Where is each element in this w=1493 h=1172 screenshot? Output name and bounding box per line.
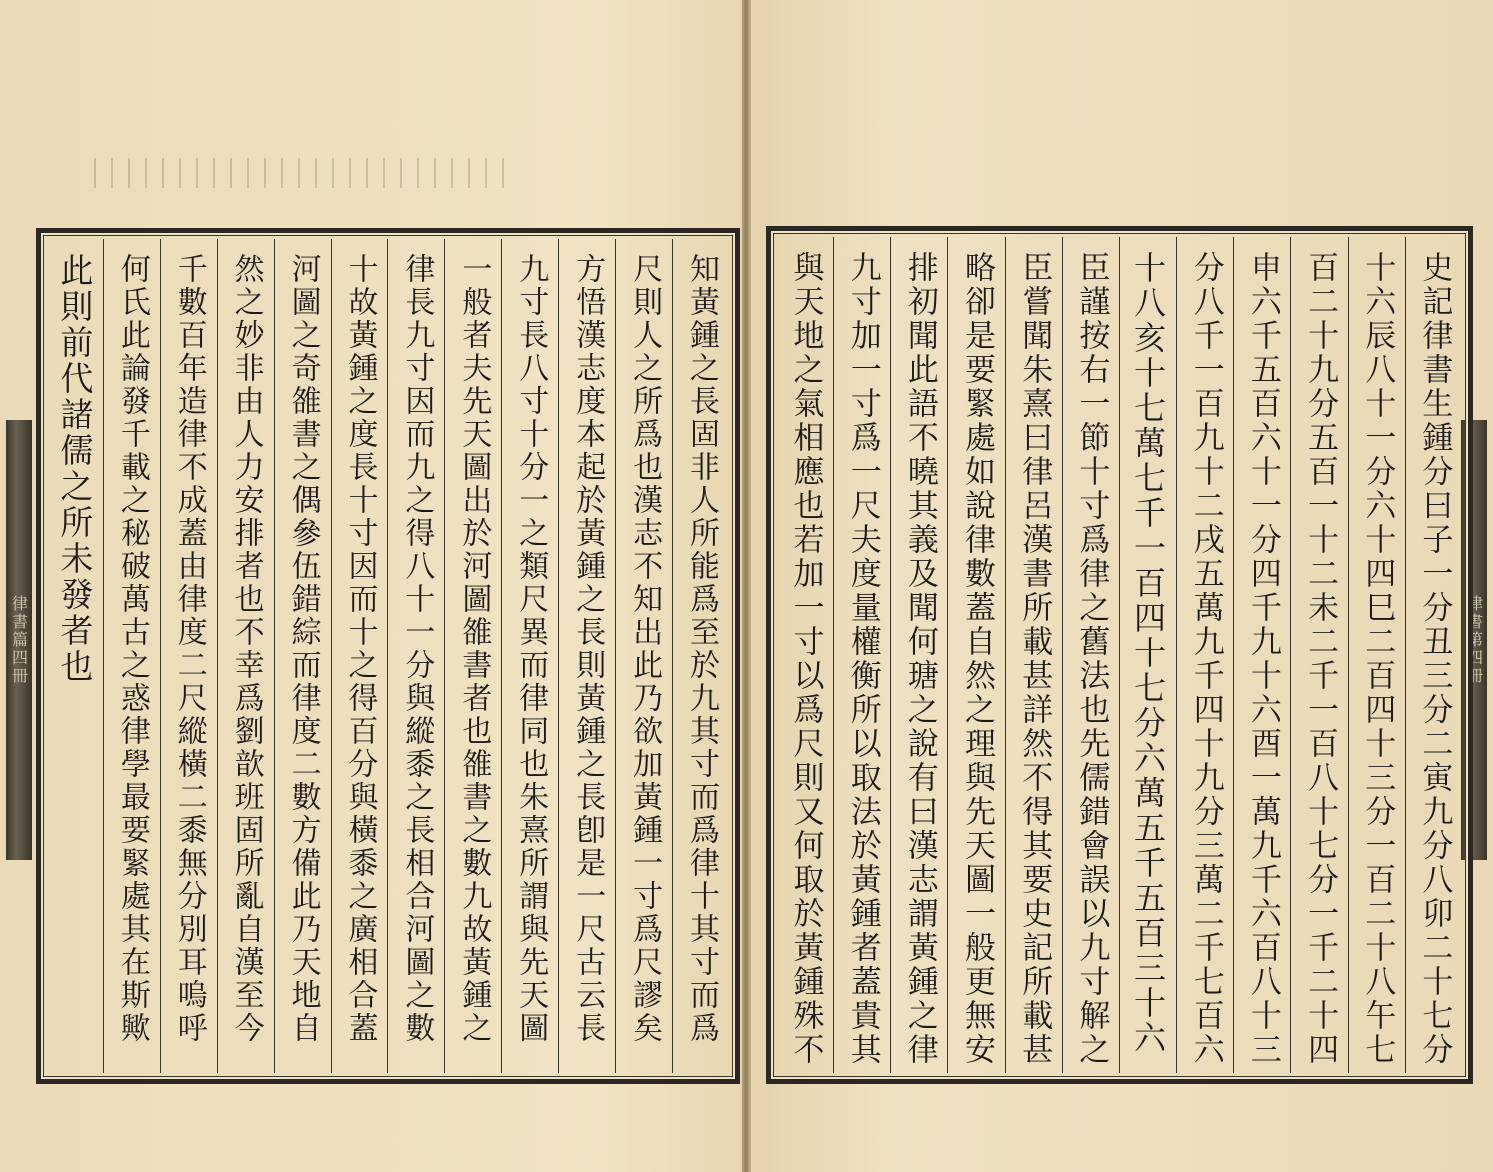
column-text: 何氏此論發千載之秘破萬古之惑律學最要緊處其在斯歟: [114, 253, 150, 1045]
column-text: 知黃鍾之長固非人所能爲至於九其寸而爲律十其寸而爲: [684, 253, 720, 1045]
column-text: 十八亥十七萬七千一百四十七分六萬五千五百三十六: [1129, 251, 1168, 1056]
text-column: [890, 237, 947, 1073]
column-text: 九寸長八寸十分一之類尺異而律同也朱熹所謂與先天圖: [513, 253, 549, 1045]
column-text: 律長九寸因而九之得八十一分與縱黍之長相合河圖之數: [399, 253, 435, 1045]
text-column: [274, 239, 331, 1073]
left-columns: [47, 239, 729, 1073]
column-text: 尺則人之所爲也漢志不知出此乃欲加黃鍾一寸爲尺謬矣: [627, 253, 663, 1045]
column-text: 百二十九分五百一十二未二千一百八十七分一千二十四: [1302, 251, 1339, 1067]
text-column: [1405, 237, 1462, 1073]
text-column: [387, 239, 444, 1073]
column-text: 申六千五百六十一分四千九十六酉一萬九千六百八十三: [1244, 251, 1281, 1067]
text-column: [1119, 237, 1176, 1073]
column-text: 與天地之氣相應也若加一寸以爲尺則又何取於黃鍾殊不: [787, 251, 824, 1067]
right-columns: [777, 237, 1462, 1073]
text-column: [501, 239, 558, 1073]
left-edge-label: 律書篇四冊: [9, 595, 29, 685]
column-text: 一般者夫先天圖出於河圖雒書者也雒書之數九故黃鍾之: [456, 253, 492, 1045]
text-column: [1290, 237, 1347, 1073]
text-column: [947, 237, 1004, 1073]
column-text: 然之妙非由人力安排者也不幸爲劉歆班固所亂自漢至今: [228, 253, 264, 1045]
column-text: 此則前代諸儒之所未發者也: [55, 253, 95, 685]
column-text: 史記律書生鍾分曰子一分丑三分二寅九分八卯二十七分: [1416, 251, 1453, 1067]
text-column: [558, 239, 615, 1073]
text-column: [1005, 237, 1062, 1073]
column-text: 九寸加一寸爲一尺夫度量權衡所以取法於黃鍾者蓋貴其: [844, 251, 881, 1067]
text-column: [1348, 237, 1405, 1073]
column-text: 十故黃鍾之度長十寸因而十之得百分與橫黍之廣相合蓋: [342, 253, 378, 1045]
text-column: [833, 237, 890, 1073]
text-column: [777, 237, 833, 1073]
left-edge-tab: [6, 420, 32, 860]
column-text: 分八千一百九十二戌五萬九千四十九分三萬二千七百六: [1187, 251, 1224, 1067]
text-column: [672, 239, 729, 1073]
column-text: 千數百年造律不成蓋由律度二尺縱橫二黍無分別耳嗚呼: [171, 253, 207, 1045]
text-column: [615, 239, 672, 1073]
text-column: [47, 239, 103, 1073]
column-text: 十六辰八十一分六十四巳二百四十三分一百二十八午七: [1359, 251, 1396, 1067]
column-text: 臣嘗聞朱熹曰律呂漢書所載甚詳然不得其要史記所載甚: [1016, 251, 1053, 1067]
text-column: [1233, 237, 1290, 1073]
column-text: 臣謹按右一節十寸爲律之舊法也先儒錯會誤以九寸解之: [1073, 251, 1110, 1067]
text-column: [217, 239, 274, 1073]
column-text: 略卻是要緊處如說律數蓋自然之理與先天圖一般更無安: [959, 251, 996, 1067]
text-column: [1176, 237, 1233, 1073]
left-text-frame: [36, 228, 740, 1084]
text-column: [103, 239, 160, 1073]
right-page: [748, 0, 1493, 1172]
right-text-frame: [766, 226, 1473, 1084]
text-column: [160, 239, 217, 1073]
column-text: 方悟漢志度本起於黃鍾之長則黃鍾之長卽是一尺古云長: [570, 253, 606, 1045]
right-edge-label: 律書第四冊: [1464, 595, 1484, 685]
text-column: [331, 239, 388, 1073]
column-text: 河圖之奇雒書之偶參伍錯綜而律度二數方備此乃天地自: [285, 253, 321, 1045]
left-page: [0, 0, 745, 1172]
column-text: 排初聞此語不曉其義及聞何瑭之說有曰漢志謂黃鍾之律: [901, 251, 938, 1067]
text-column: [444, 239, 501, 1073]
text-column: [1062, 237, 1119, 1073]
